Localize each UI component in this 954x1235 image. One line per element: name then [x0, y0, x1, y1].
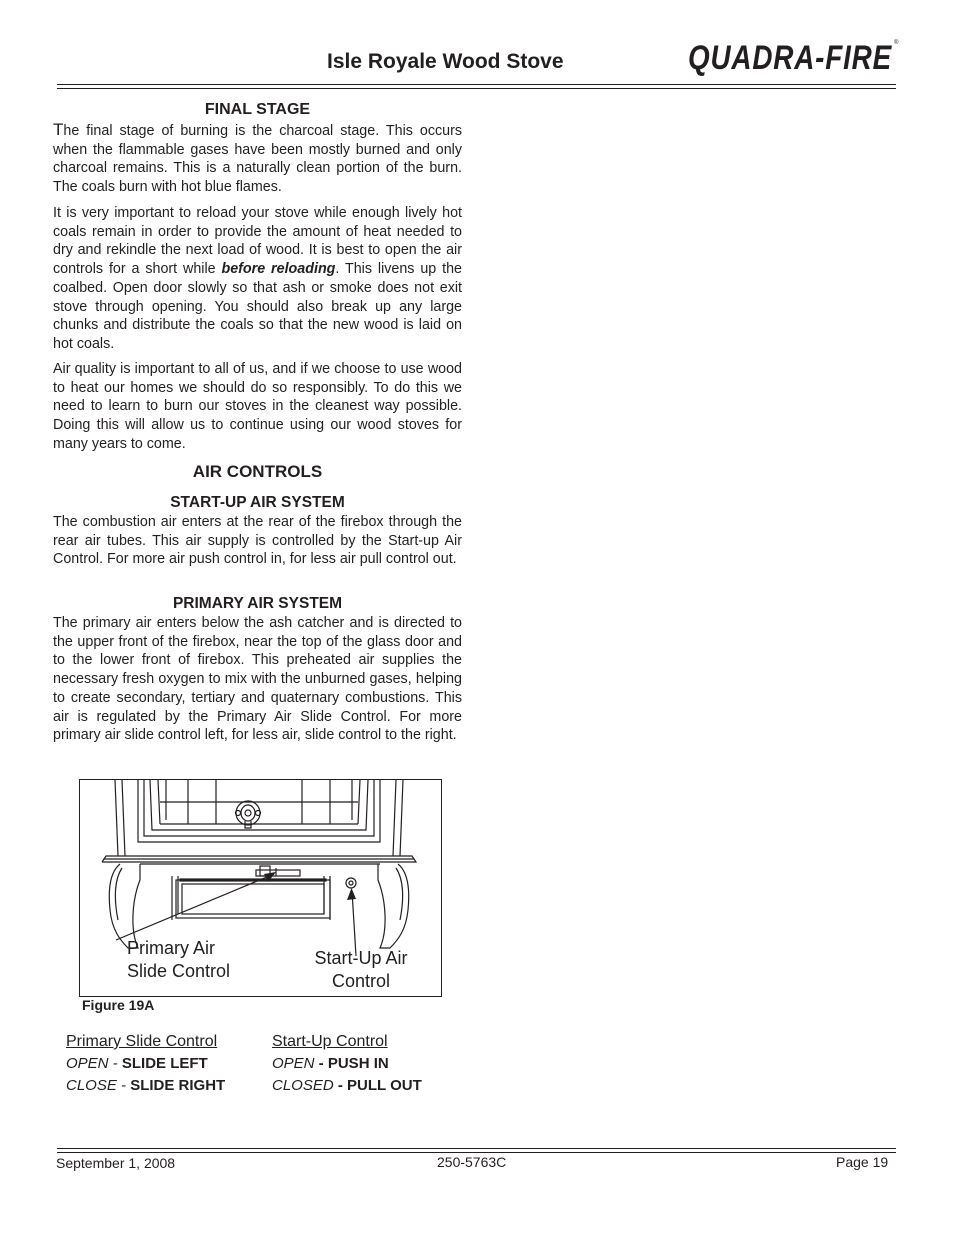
- footer-rule-top: [57, 1148, 896, 1149]
- final-stage-paragraph-2: [53, 204, 462, 354]
- logo-wordmark: QUADRA-FIRE: [688, 39, 893, 76]
- footer-rule-bottom: [57, 1152, 896, 1153]
- quadra-fire-logo: [686, 36, 904, 76]
- footer-page-number: Page 19: [836, 1154, 889, 1170]
- primary-open-row: OPEN - SLIDE LEFT: [66, 1055, 208, 1072]
- drop-cap: T: [53, 120, 64, 139]
- startup-title: Start-Up Control: [272, 1033, 388, 1050]
- final-stage-paragraph-1: [53, 121, 462, 197]
- primary-air-slide-label: Primary Air Slide Control: [127, 938, 231, 981]
- final-stage-p1-text: he final stage of burning is the charcoal stage. This occurs when the flammable gases have been mostly burned and only charcoal remains. This is a naturally clean portion of the burn. The coals burn with hot blue flames.: [53, 123, 462, 196]
- header-rule-top: [57, 84, 896, 85]
- startup-open-row: OPEN - PUSH IN: [272, 1055, 389, 1072]
- footer-doc-number: 250-5763C: [437, 1154, 507, 1170]
- final-stage-p2-text-b: . This livens up the coalbed. Open door slowly so that ash or smoke does not exit stove through opening. You should also break up any large chunks and distribute the coals so that the new wood is laid on hot coals.: [53, 261, 462, 352]
- footer-date: September 1, 2008: [56, 1155, 176, 1171]
- figure-caption: Figure 19A: [82, 997, 155, 1013]
- startup-legend: [272, 1031, 422, 1097]
- primary-air-paragraph: The primary air enters below the ash catcher and is directed to the upper front of the firebox, near the top of the glass door and to the lower front of firebox. This preheated air supplies the necessary fresh oxygen to mix with the unburned gases, helping to create secondary, tertiary and quaternary combustions. This air is regulated by the Primary Air Slide Control. For more primary air slide control left, for less air, slide control to the right.: [53, 615, 462, 744]
- primary-slide-title: Primary Slide Control: [66, 1033, 218, 1050]
- final-stage-paragraph-3: Air quality is important to all of us, and if we choose to use wood to heat our homes we should do so responsibly. To do this we need to learn to burn our stoves in the cleanest way possible. Doing this will allow us to continue using our wood stoves for many years to come.: [53, 361, 462, 452]
- final-stage-heading: FINAL STAGE: [204, 101, 311, 118]
- air-controls-heading: AIR CONTROLS: [192, 462, 323, 481]
- primary-air-heading: PRIMARY AIR SYSTEM: [172, 595, 343, 612]
- figure-19a: [79, 779, 442, 997]
- primary-slide-legend: [66, 1031, 225, 1097]
- page-title: Isle Royale Wood Stove: [327, 50, 564, 73]
- before-reloading-emphasis: before reloading: [221, 261, 336, 278]
- svg-text:®: ®: [894, 40, 899, 46]
- final-stage-p2-text-a: It is very important to reload your stove while enough lively hot coals remain in order to provide the amount of heat needed to dry and rekindle the next load of wood. It is best to open the air controls for a short while: [53, 205, 462, 278]
- startup-air-paragraph: The combustion air enters at the rear of the firebox through the rear air tubes. This air supply is controlled by the Start-up Air Control. For more air push control in, for less air pull control out.: [53, 514, 462, 568]
- startup-close-row: CLOSED - PULL OUT: [272, 1077, 422, 1094]
- header-rule-bottom: [57, 88, 896, 89]
- startup-air-control-label: Start-Up Air Control: [314, 948, 408, 991]
- startup-air-heading: START-UP AIR SYSTEM: [170, 494, 345, 511]
- primary-close-row: CLOSE - SLIDE RIGHT: [66, 1077, 226, 1094]
